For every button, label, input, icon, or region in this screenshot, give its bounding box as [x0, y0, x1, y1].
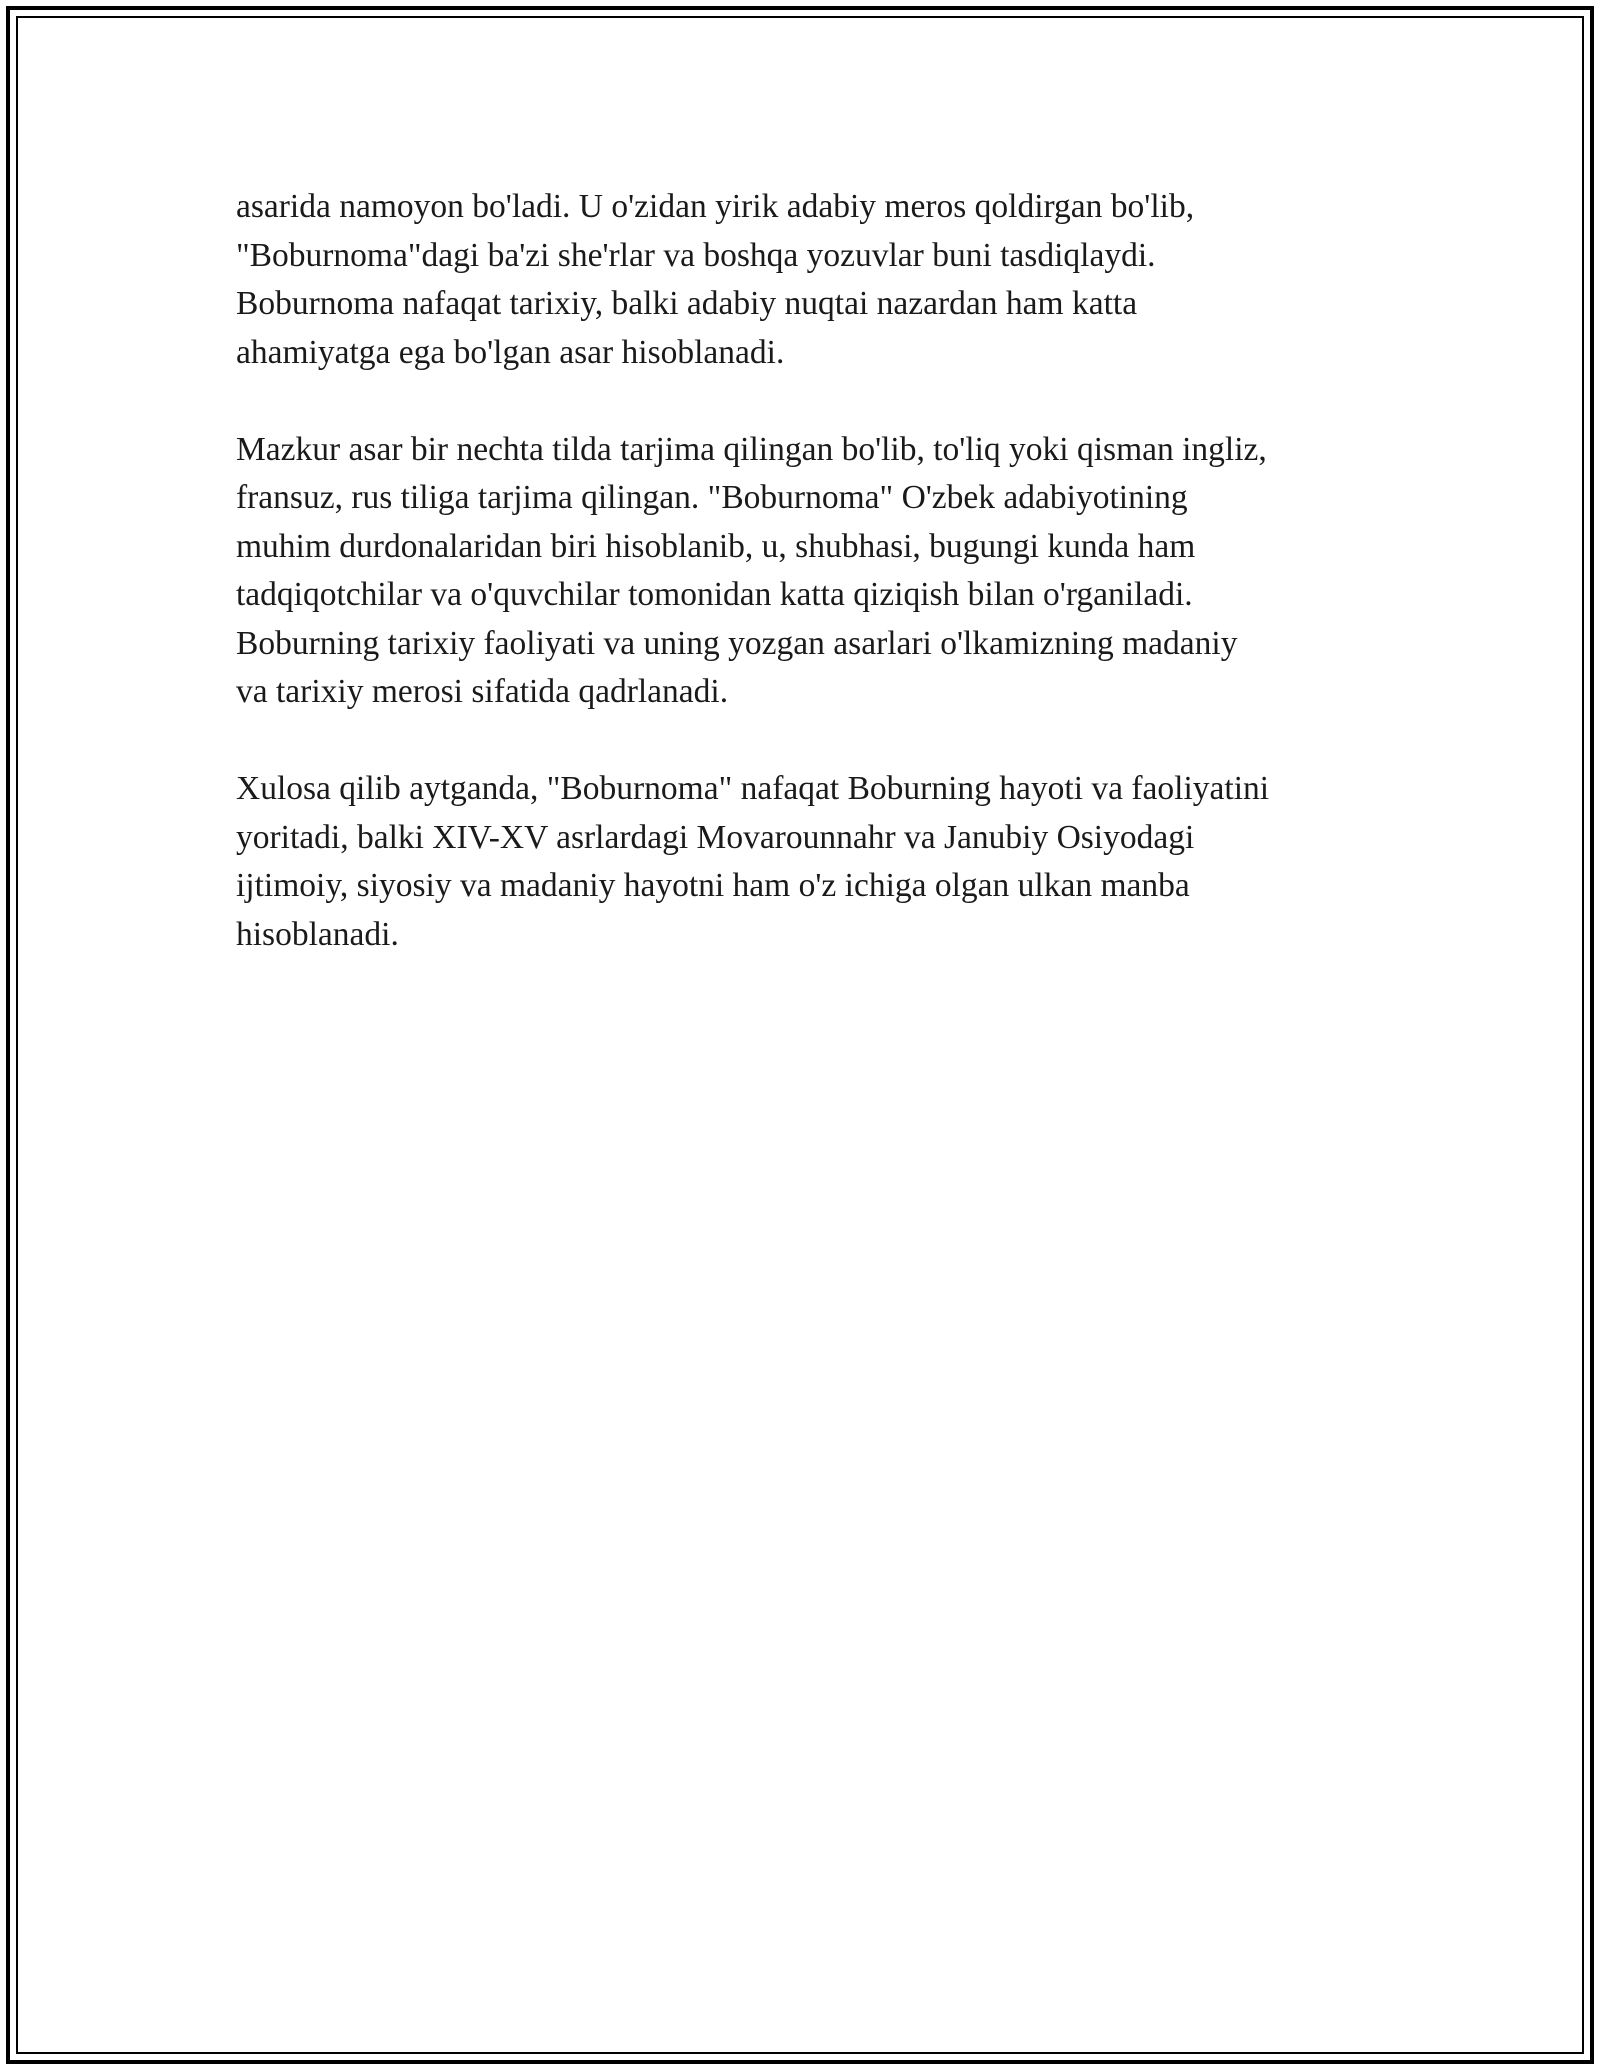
text-line: fransuz, rus tiliga tarjima qilingan. "Boburnoma" O'zbek adabiyotining — [236, 479, 1188, 516]
paragraph-3 — [236, 765, 1386, 959]
text-line: asarida namoyon bo'ladi. U o'zidan yirik adabiy meros qoldirgan bo'lib, — [236, 188, 1195, 225]
document-body — [236, 183, 1386, 1008]
paragraph-2 — [236, 426, 1386, 717]
text-line: ijtimoiy, siyosiy va madaniy hayotni ham o'z ichiga olgan ulkan manba — [236, 867, 1190, 904]
text-line: muhim durdonalaridan biri hisoblanib, u, shubhasi, bugungi kunda ham — [236, 527, 1196, 565]
text-line: "Boburnoma"dagi ba'zi she'rlar va boshqa yozuvlar buni tasdiqlaydi. — [236, 236, 1156, 274]
text-line: va tarixiy merosi sifatida qadrlanadi. — [236, 673, 729, 710]
text-line: yoritadi, balki XIV-XV asrlardagi Movarounnahr va Janubiy Osiyodagi — [236, 818, 1195, 856]
paragraph-1 — [236, 183, 1386, 377]
text-line: hisoblanadi. — [236, 915, 399, 953]
text-line: Boburnoma nafaqat tarixiy, balki adabiy nuqtai nazardan ham katta — [236, 285, 1138, 322]
text-line: Boburning tarixiy faoliyati va uning yozgan asarlari o'lkamizning madaniy — [236, 624, 1238, 662]
text-line: tadqiqotchilar va o'quvchilar tomonidan katta qiziqish bilan o'rganiladi. — [236, 576, 1193, 613]
text-line: ahamiyatga ega bo'lgan asar hisoblanadi. — [236, 333, 785, 371]
text-line: Xulosa qilib aytganda, "Boburnoma" nafaqat Boburning hayoti va faoliyatini — [236, 770, 1270, 807]
text-line: Mazkur asar bir nechta tilda tarjima qilingan bo'lib, to'liq yoki qisman ingliz, — [236, 430, 1267, 468]
